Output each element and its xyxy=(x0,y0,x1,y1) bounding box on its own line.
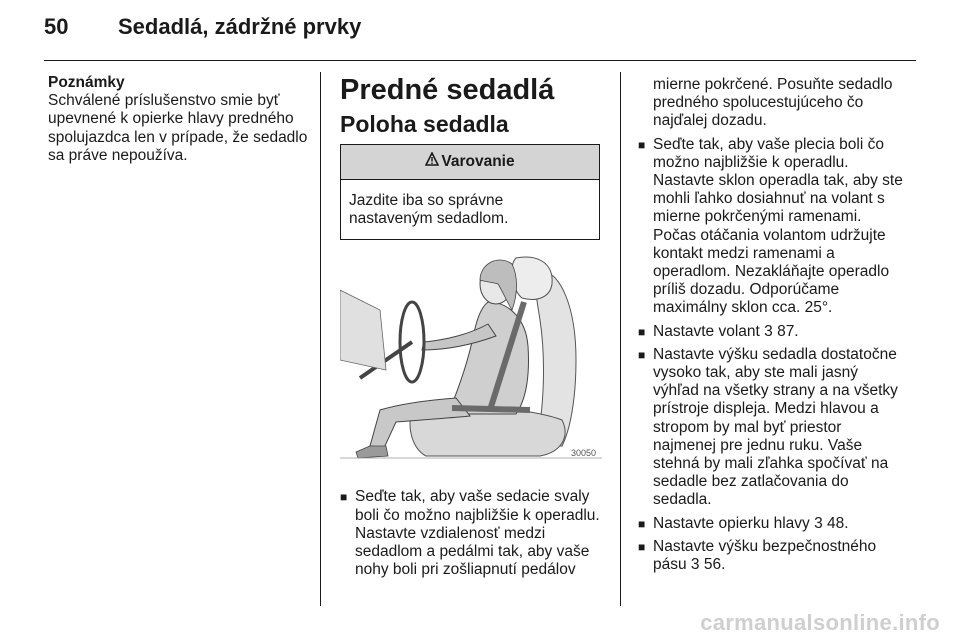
figure-number: 30050 xyxy=(570,448,596,459)
warning-header xyxy=(341,145,599,180)
list-item: ■ Nastavte opierku hlavy 3 48. xyxy=(638,514,849,532)
seat-position-illustration xyxy=(340,250,602,466)
section-title: Predné sedadlá xyxy=(340,74,555,106)
watermark: carmanualsonline.info xyxy=(700,610,940,635)
column-divider xyxy=(320,72,321,606)
continued-text: mierne pokrčené. Posuňte sedadlo predného spolucestujúceho čo najďalej dozadu. xyxy=(653,76,893,130)
header-rule xyxy=(44,60,916,61)
warning-triangle-icon xyxy=(425,152,439,171)
list-item: ■ Seďte tak, aby vaše plecia boli čo možno najbližšie k operadlu. Nastavte sklon operadla tak, aby ste mohli ľahko dosiahnuť na volant s mierne pokrčenými ramenami. Počas otáčania volantom udržujte kontakt medzi ramenami a operadlom. Nezakláňajte operadlo príliš dozadu. Odporúčame maximálny sklon cca. 25°. xyxy=(638,135,903,317)
chapter-title: Sedadlá, zádržné prvky xyxy=(118,14,362,39)
list-item: ■ Nastavte volant 3 87. xyxy=(638,322,799,340)
list-item: ■ Nastavte výšku bezpečnostného pásu 3 56. xyxy=(638,537,877,574)
col2-bullet-list xyxy=(340,488,606,579)
col3-bullet-list xyxy=(638,136,908,575)
list-item: ■ Seďte tak, aby vaše sedacie svaly boli čo možno najbližšie k operadlu. Nastavte vzdialenosť medzi sedadlom a pedálmi tak, aby vaše nohy boli pri zošliapnutí pedálov xyxy=(340,488,600,579)
column-3 xyxy=(638,76,908,579)
page-header xyxy=(0,0,960,62)
page-number: 50 xyxy=(44,14,69,39)
warning-box xyxy=(340,144,600,240)
list-item: ■ Nastavte výšku sedadla dostatočne vysoko tak, aby ste mali jasný výhľad na všetky strany a na všetky prístroje displeja. Medzi hlavou a stropom by mal byť priestor najmenej pre jednu ruku. Vaše stehná by mali zľahka spočívať na sedadle bez zatlačovania do sedadla. xyxy=(638,345,898,509)
column-divider xyxy=(620,72,621,606)
column-1 xyxy=(48,74,310,165)
column-2 xyxy=(340,74,606,584)
warning-title: Varovanie xyxy=(441,152,515,170)
note-heading: Poznámky xyxy=(48,74,125,91)
note-text: Schválené príslušenstvo smie byť upevnené k opierke hlavy predného spolujazdca len v prípade, že sedadlo sa práve nepoužíva. xyxy=(48,92,308,164)
section-subtitle: Poloha sedadla xyxy=(340,111,509,137)
warning-text: Jazdite iba so správne nastaveným sedadlom. xyxy=(349,192,509,228)
